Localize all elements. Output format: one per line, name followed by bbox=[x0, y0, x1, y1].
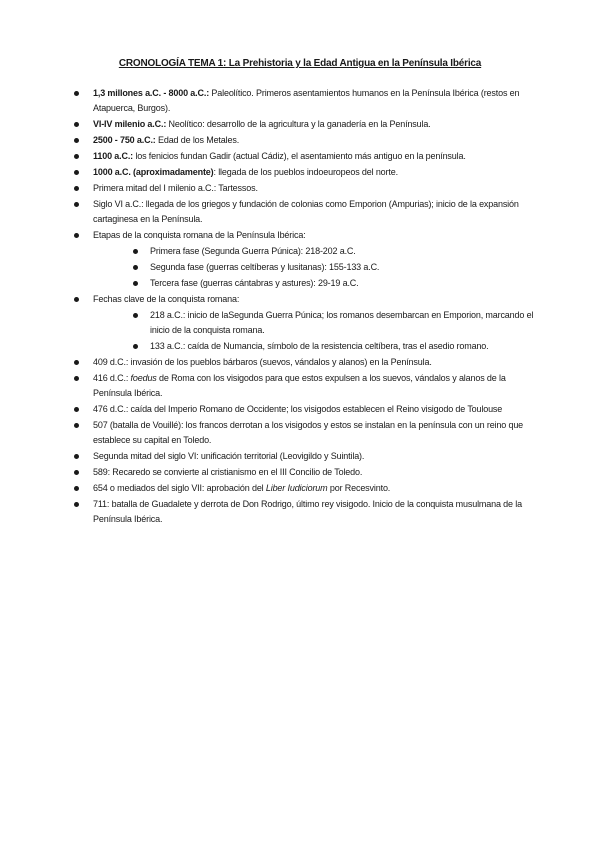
bullet-icon bbox=[74, 91, 79, 96]
bullet-icon bbox=[74, 486, 79, 491]
bullet-icon bbox=[74, 202, 79, 207]
bullet-icon bbox=[74, 170, 79, 175]
bullet-icon bbox=[133, 313, 138, 318]
list-item: Segunda mitad del siglo VI: unificación territorial (Leovigildo y Suintila). bbox=[0, 449, 600, 464]
bullet-icon bbox=[133, 249, 138, 254]
list-item: 416 d.C.: foedus de Roma con los visigodos para que estos expulsen a los suevos, vándalos y alanos de la Península Ibérica. bbox=[0, 371, 600, 401]
bullet-icon bbox=[74, 376, 79, 381]
bullet-icon bbox=[74, 297, 79, 302]
list-item: 2500 - 750 a.C.: Edad de los Metales. bbox=[0, 133, 600, 148]
chronology-list bbox=[0, 86, 600, 528]
list-item: 507 (batalla de Vouillé): los francos derrotan a los visigodos y estos se instalan en la península con un reino que establece su capital en Toledo. bbox=[0, 418, 600, 448]
list-item: Fechas clave de la conquista romana: bbox=[0, 292, 600, 307]
list-item: 476 d.C.: caída del Imperio Romano de Occidente; los visigodos establecen el Reino visigodo de Toulouse bbox=[0, 402, 600, 417]
bullet-icon bbox=[74, 407, 79, 412]
list-item: Primera mitad del I milenio a.C.: Tartessos. bbox=[0, 181, 600, 196]
bullet-icon bbox=[133, 281, 138, 286]
list-item: 1,3 millones a.C. - 8000 a.C.: Paleolítico. Primeros asentamientos humanos en la Península Ibérica (restos en Atapuerca, Burgos). bbox=[0, 86, 600, 116]
sub-list-item: 133 a.C.: caída de Numancia, símbolo de la resistencia celtíbera, tras el asedio romano. bbox=[0, 339, 600, 354]
list-item: 1100 a.C.: los fenicios fundan Gadir (actual Cádiz), el asentamiento más antiguo en la península. bbox=[0, 149, 600, 164]
bullet-icon bbox=[74, 233, 79, 238]
list-item: Siglo VI a.C.: llegada de los griegos y fundación de colonias como Emporion (Ampurias); inicio de la expansión cartaginesa en la Península. bbox=[0, 197, 600, 227]
bullet-icon bbox=[74, 186, 79, 191]
bullet-icon bbox=[74, 154, 79, 159]
list-item: 1000 a.C. (aproximadamente): llegada de los pueblos indoeuropeos del norte. bbox=[0, 165, 600, 180]
list-item: 589: Recaredo se convierte al cristianismo en el III Concilio de Toledo. bbox=[0, 465, 600, 480]
sub-list-item: Tercera fase (guerras cántabras y astures): 29-19 a.C. bbox=[0, 276, 600, 291]
sub-list-item: Primera fase (Segunda Guerra Púnica): 218-202 a.C. bbox=[0, 244, 600, 259]
sub-list-item: 218 a.C.: inicio de laSegunda Guerra Púnica; los romanos desembarcan en Emporion, marcando el inicio de la conquista romana. bbox=[0, 308, 600, 338]
bullet-icon bbox=[74, 423, 79, 428]
bullet-icon bbox=[74, 138, 79, 143]
bullet-icon bbox=[74, 454, 79, 459]
bullet-icon bbox=[74, 122, 79, 127]
list-item: Etapas de la conquista romana de la Península Ibérica: bbox=[0, 228, 600, 243]
bullet-icon bbox=[74, 502, 79, 507]
list-item: VI-IV milenio a.C.: Neolítico: desarrollo de la agricultura y la ganadería en la Península. bbox=[0, 117, 600, 132]
list-item: 409 d.C.: invasión de los pueblos bárbaros (suevos, vándalos y alanos) en la Península. bbox=[0, 355, 600, 370]
list-item: 711: batalla de Guadalete y derrota de Don Rodrigo, último rey visigodo. Inicio de la conquista musulmana de la Península Ibérica. bbox=[0, 497, 600, 527]
bullet-icon bbox=[74, 470, 79, 475]
sub-list-item: Segunda fase (guerras celtíberas y lusitanas): 155-133 a.C. bbox=[0, 260, 600, 275]
bullet-icon bbox=[133, 265, 138, 270]
document-title: CRONOLOGÍA TEMA 1: La Prehistoria y la Edad Antigua en la Península Ibérica bbox=[118, 58, 482, 69]
list-item: 654 o mediados del siglo VII: aprobación del Liber Iudiciorum por Recesvinto. bbox=[0, 481, 600, 496]
bullet-icon bbox=[133, 344, 138, 349]
bullet-icon bbox=[74, 360, 79, 365]
